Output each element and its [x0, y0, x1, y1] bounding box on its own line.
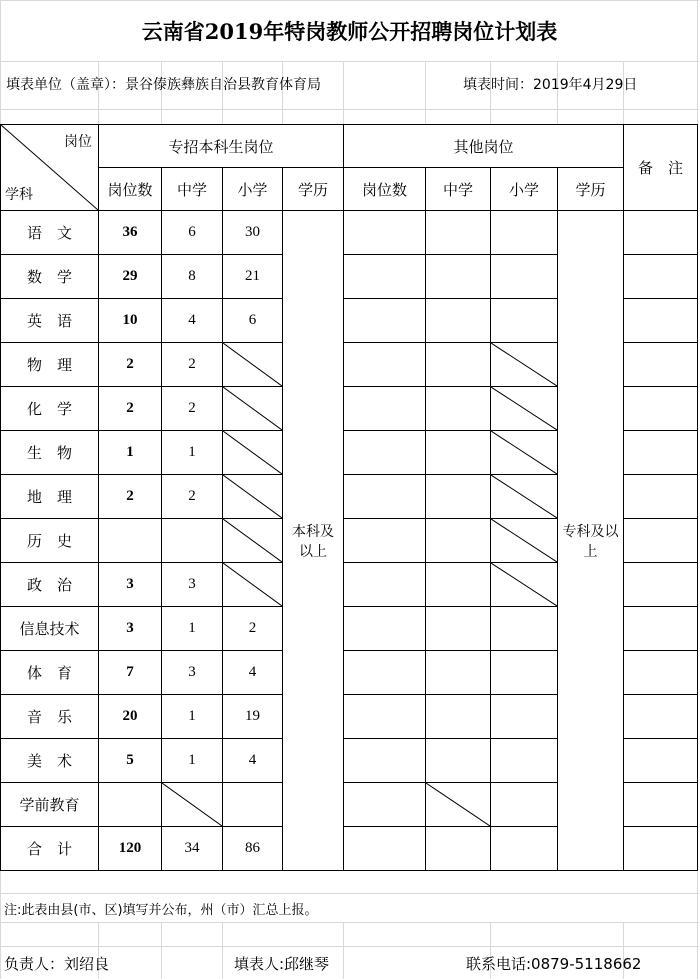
remark-cell: [624, 783, 698, 827]
subject-cell: 英 语: [1, 299, 99, 343]
other-middle-cell: [426, 255, 491, 299]
page-title: 云南省2019年特岗教师公开招聘岗位计划表: [141, 19, 558, 44]
other-count-cell: [344, 607, 426, 651]
table-row: [1, 211, 698, 255]
gridline: [343, 922, 344, 979]
subject-cell: 学前教育: [1, 783, 99, 827]
group-header-other: 其他岗位: [344, 125, 624, 168]
remark-cell: [624, 343, 698, 387]
undergrad-middle-cell: 2: [162, 475, 223, 519]
remark-cell: [624, 695, 698, 739]
col-header: 学历: [283, 168, 344, 211]
other-middle-cell: [426, 299, 491, 343]
subject-cell: 历 史: [1, 519, 99, 563]
undergrad-primary-cell: 2: [223, 607, 283, 651]
undergrad-count-cell: 2: [99, 387, 162, 431]
col-header: 学历: [558, 168, 624, 211]
slash-diagonal: [162, 783, 222, 826]
other-count-cell: [344, 827, 426, 871]
other-middle-cell: [426, 783, 491, 827]
subject-cell: 生 物: [1, 431, 99, 475]
undergrad-primary-cell: [223, 783, 283, 827]
undergrad-middle-cell: 3: [162, 563, 223, 607]
undergrad-count-cell: 29: [99, 255, 162, 299]
gridline: [0, 946, 699, 947]
undergrad-primary-cell: [223, 563, 283, 607]
other-middle-cell: [426, 563, 491, 607]
undergrad-primary-cell: [223, 387, 283, 431]
slash-diagonal: [491, 343, 557, 386]
other-primary-cell: [491, 695, 558, 739]
undergrad-primary-cell: 6: [223, 299, 283, 343]
gridline: [0, 870, 1, 979]
undergrad-middle-cell: 2: [162, 343, 223, 387]
other-primary-cell: [491, 563, 558, 607]
undergrad-count-cell: [99, 519, 162, 563]
col-header: 中学: [426, 168, 491, 211]
undergrad-middle-cell: 8: [162, 255, 223, 299]
col-header: 小学: [491, 168, 558, 211]
slash-diagonal: [426, 783, 490, 826]
other-primary-cell: [491, 827, 558, 871]
other-primary-cell: [491, 387, 558, 431]
other-middle-cell: [426, 387, 491, 431]
other-count-cell: [344, 431, 426, 475]
remark-cell: [624, 387, 698, 431]
header-row-1: [1, 125, 698, 168]
undergrad-primary-cell: [223, 431, 283, 475]
undergrad-count-cell: 3: [99, 607, 162, 651]
other-count-cell: [344, 695, 426, 739]
filler-label: 填表人:邱继琴: [234, 955, 330, 973]
undergrad-middle-cell: 3: [162, 651, 223, 695]
other-count-cell: [344, 739, 426, 783]
other-middle-cell: [426, 431, 491, 475]
subject-cell: 地 理: [1, 475, 99, 519]
undergrad-primary-cell: 19: [223, 695, 283, 739]
undergrad-primary-cell: 21: [223, 255, 283, 299]
undergrad-count-cell: 1: [99, 431, 162, 475]
other-primary-cell: [491, 651, 558, 695]
remark-cell: [624, 211, 698, 255]
remark-cell: [624, 827, 698, 871]
phone-label: 联系电话:0879-5118662: [466, 955, 642, 973]
plan-table: [0, 124, 698, 871]
slash-diagonal: [223, 343, 282, 386]
other-count-cell: [344, 299, 426, 343]
other-count-cell: [344, 387, 426, 431]
subject-cell: 政 治: [1, 563, 99, 607]
undergrad-count-cell: [99, 783, 162, 827]
subject-cell: 音 乐: [1, 695, 99, 739]
undergrad-count-cell: 3: [99, 563, 162, 607]
corner-label-subject: 学科: [5, 187, 33, 203]
undergrad-middle-cell: 1: [162, 695, 223, 739]
remark-cell: [624, 563, 698, 607]
slash-diagonal: [223, 563, 282, 606]
remark-header: 备 注: [624, 125, 698, 211]
gridline: [0, 109, 699, 110]
col-header: 中学: [162, 168, 223, 211]
other-primary-cell: [491, 519, 558, 563]
other-middle-cell: [426, 695, 491, 739]
remark-cell: [624, 739, 698, 783]
other-middle-cell: [426, 651, 491, 695]
header-row-2: [1, 168, 698, 211]
other-count-cell: [344, 651, 426, 695]
gridline: [161, 922, 162, 979]
undergrad-count-cell: 5: [99, 739, 162, 783]
col-header: 小学: [223, 168, 283, 211]
undergrad-middle-cell: 4: [162, 299, 223, 343]
gridline: [343, 61, 344, 124]
group-header-undergrad: 专招本科生岗位: [99, 125, 344, 168]
other-middle-cell: [426, 827, 491, 871]
other-count-cell: [344, 519, 426, 563]
undergrad-middle-cell: 34: [162, 827, 223, 871]
slash-diagonal: [491, 519, 557, 562]
subject-cell: 物 理: [1, 343, 99, 387]
other-count-cell: [344, 343, 426, 387]
remark-cell: [624, 607, 698, 651]
other-middle-cell: [426, 475, 491, 519]
undergrad-middle-cell: [162, 783, 223, 827]
slash-diagonal: [223, 431, 282, 474]
undergrad-middle-cell: 2: [162, 387, 223, 431]
subject-cell: 体 育: [1, 651, 99, 695]
other-education-cell: 专科及以上: [558, 211, 624, 871]
other-count-cell: [344, 255, 426, 299]
remark-cell: [624, 299, 698, 343]
subject-cell: 语 文: [1, 211, 99, 255]
undergrad-count-cell: 36: [99, 211, 162, 255]
other-middle-cell: [426, 343, 491, 387]
other-primary-cell: [491, 475, 558, 519]
undergrad-middle-cell: 1: [162, 431, 223, 475]
other-middle-cell: [426, 519, 491, 563]
undergrad-middle-cell: [162, 519, 223, 563]
undergrad-middle-cell: 6: [162, 211, 223, 255]
slash-diagonal: [491, 563, 557, 606]
gridline: [0, 893, 699, 894]
subject-cell: 美 术: [1, 739, 99, 783]
undergrad-primary-cell: 4: [223, 651, 283, 695]
undergrad-primary-cell: 30: [223, 211, 283, 255]
other-middle-cell: [426, 739, 491, 783]
remark-cell: [624, 475, 698, 519]
undergrad-count-cell: 20: [99, 695, 162, 739]
other-primary-cell: [491, 255, 558, 299]
col-header: 岗位数: [99, 168, 162, 211]
gridline: [697, 870, 698, 979]
remark-cell: [624, 519, 698, 563]
undergrad-middle-cell: 1: [162, 607, 223, 651]
subject-cell: 信息技术: [1, 607, 99, 651]
gridline: [425, 61, 426, 124]
slash-diagonal: [491, 387, 557, 430]
slash-diagonal: [223, 475, 282, 518]
undergrad-count-cell: 10: [99, 299, 162, 343]
other-primary-cell: [491, 739, 558, 783]
slash-diagonal: [491, 431, 557, 474]
undergrad-count-cell: 7: [99, 651, 162, 695]
corner-label-post: 岗位: [64, 134, 92, 150]
other-primary-cell: [491, 607, 558, 651]
gridline: [0, 922, 699, 923]
corner-cell: [1, 125, 99, 211]
undergrad-middle-cell: 1: [162, 739, 223, 783]
undergrad-count-cell: 2: [99, 475, 162, 519]
other-primary-cell: [491, 783, 558, 827]
other-count-cell: [344, 211, 426, 255]
other-primary-cell: [491, 299, 558, 343]
fill-time: 填表时间：2019年4月29日: [463, 77, 638, 93]
other-count-cell: [344, 783, 426, 827]
owner-label: 负责人：刘绍良: [4, 955, 110, 973]
other-middle-cell: [426, 607, 491, 651]
remark-cell: [624, 651, 698, 695]
slash-diagonal: [223, 519, 282, 562]
footnote: 注:此表由县(市、区)填写并公布，州（市）汇总上报。: [4, 903, 318, 918]
slash-diagonal: [223, 387, 282, 430]
fill-unit: 填表单位（盖章）：景谷傣族彝族自治县教育体育局: [6, 77, 321, 93]
other-count-cell: [344, 475, 426, 519]
other-primary-cell: [491, 211, 558, 255]
undergrad-education-cell: 本科及以上: [283, 211, 344, 871]
undergrad-primary-cell: 4: [223, 739, 283, 783]
remark-cell: [624, 255, 698, 299]
undergrad-primary-cell: [223, 475, 283, 519]
undergrad-count-cell: 120: [99, 827, 162, 871]
other-middle-cell: [426, 211, 491, 255]
other-primary-cell: [491, 343, 558, 387]
gridline: [222, 922, 223, 979]
undergrad-count-cell: 2: [99, 343, 162, 387]
col-header: 岗位数: [344, 168, 426, 211]
subject-cell: 合 计: [1, 827, 99, 871]
subject-cell: 化 学: [1, 387, 99, 431]
undergrad-primary-cell: [223, 519, 283, 563]
undergrad-primary-cell: 86: [223, 827, 283, 871]
subject-cell: 数 学: [1, 255, 99, 299]
other-primary-cell: [491, 431, 558, 475]
undergrad-primary-cell: [223, 343, 283, 387]
slash-diagonal: [491, 475, 557, 518]
remark-cell: [624, 431, 698, 475]
other-count-cell: [344, 563, 426, 607]
